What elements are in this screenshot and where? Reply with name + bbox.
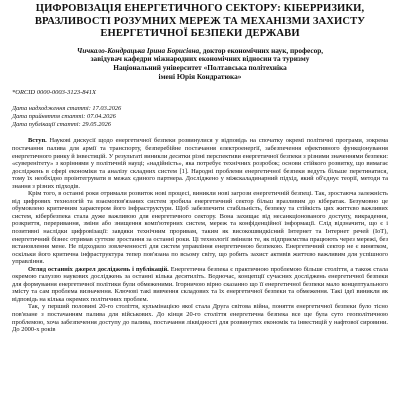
article-dates [12, 105, 388, 129]
paragraph-literature [12, 266, 388, 304]
literature-text: Енергетична безпека є практичною проблемою більше століття, а також стала окремою галуззю наукових досліджень за останні кілька десятиліть. Водночас, концепції сучасних досліджень енергетичної безпеки для формування енергетичної політики були обмеженими. Ігорничою вірно сказанно що її енергетичної безпеки мало концептуального змісту та сам проблема визначення. Ключові такі вивчення складових та їх енергетичної безпеки та обмеження. Такі ідеї виникли як відповідь на кілька окремих політичних проблем. [12, 265, 389, 303]
paper-title: ЦИФРОВІЗАЦІЯ ЕНЕРГЕТИЧНОГО СЕКТОРУ: КІБЕРРИЗИКИ, ВРАЗЛИВОСТІ РОЗУМНИХ МЕРЕЖ ТА МЕХАНІЗМИ ЗАХИСТУ ЕНЕРГЕТИЧНОЇ БЕЗПЕКИ ДЕРЖАВИ [34, 3, 366, 39]
paragraph-4: Так, у перший половині 20-го століття, кульмінацією якої стала Друга світова війна, поняття енергетичної безпеки було тісно пов'язане з постачанням палива для військових. До кінця 20-го століття енергетична безпека все ще була суто геополітичною проблемою, хоча забезпечення доступу до палива, постачання ліквідності для розвинутих економік та інвестицій у нафтової сировини. До 2000-х років [12, 303, 388, 334]
author-position: завідувач кафедри міжнародних економічних відносин та туризму [90, 54, 310, 64]
paragraph-intro [12, 137, 388, 190]
author-name: Чичкало-Кондрацька Ірина Борисівна [76, 45, 200, 55]
orcid: *ORCID 0000-0003-3123-841X [12, 88, 96, 96]
literature-heading: Огляд останніх джерел досліджень і публікацій. [28, 265, 169, 273]
article-body [12, 137, 388, 333]
author-block [12, 47, 388, 82]
author-degree: , доктор економічних наук, професор, [199, 45, 324, 55]
author-university-name: імені Юрія Кондратюка» [158, 71, 242, 81]
date-received: Дата надходження статті: 17.03.2026 [12, 104, 122, 112]
intro-heading: Вступ. [28, 137, 47, 145]
author-university: Національний університет «Полтавська політехніка [113, 63, 287, 73]
intro-text: Наукові дискусії щодо енергетичної безпеки розвинулися у відповідь на спочатку окремі політичні програми, зокрема постачання палива для армії та транспорту, безперебійне постачання електроенергії, забезпечення ефективного функціонування енергетичного ринку й інвестицій. У результаті виникли десятки різні перспективи енергетичної безпеки з різними значеннями безпеки: «суверенітету» з коріннями у політичній науці; «надійність», яка потребує технічних розробок; основи стійкого розвитку, що вимагає досліджень в сфері економіки та аналізу складних систем [1]. Народні проблеми енергетичної безпеки ведуть більше перетинатися, тому їх необхідно проінтегрувати в межах єдиного партнера. Досліджено у міжскаладинарний підхід, який об'єднує теорії, методи та знання з різних підходів. [12, 137, 388, 190]
date-published: Дата публікації статті: 29.05.2026 [12, 120, 111, 128]
date-accepted: Дата прийняття статті: 07.04.2026 [12, 112, 116, 120]
paragraph-2: Крім того, в останні роки отримали розвиток нові процесі, виникли нові загрози енергетичній безпеці. Так, зростаюча залежність від цифрових технологій та взаємопов'язаних систем зробила енергетичний сектор більш вразливим до кібератак. Безумовно це обумовлено критичним характером його інфраструктури. Щоб забезпечити стабільність, безпеку та стійкість цих життєво важливих систем, кібербезпека стала дуже важливою для енергетичного сектору. Вона захищає від несанкціонованого доступу, викрадення, розкриття, переривання, зміни або знищення комп'ютерних систем, мереж та конфіденційної інформації. Слід відзначити, що є і позитивні наслідки цифровізації: завдяки технічним проривам, таким як високошвидкісний Інтернет та Інтернет речей (IoT), енергетичний бізнес отримав суттєве зростання за останні роки. Ці технології змінили те, як підприємства працюють через мережі, без встановлення мене. Не підходило зовлеченності для систем управління енергетичною безпекою. Енергетичний сектор не є винятком, оскільки його критична інфраструктура тепер пов'язана по всьому світу, що робить захист активів життєво важливим для успішного управління. [12, 190, 388, 266]
